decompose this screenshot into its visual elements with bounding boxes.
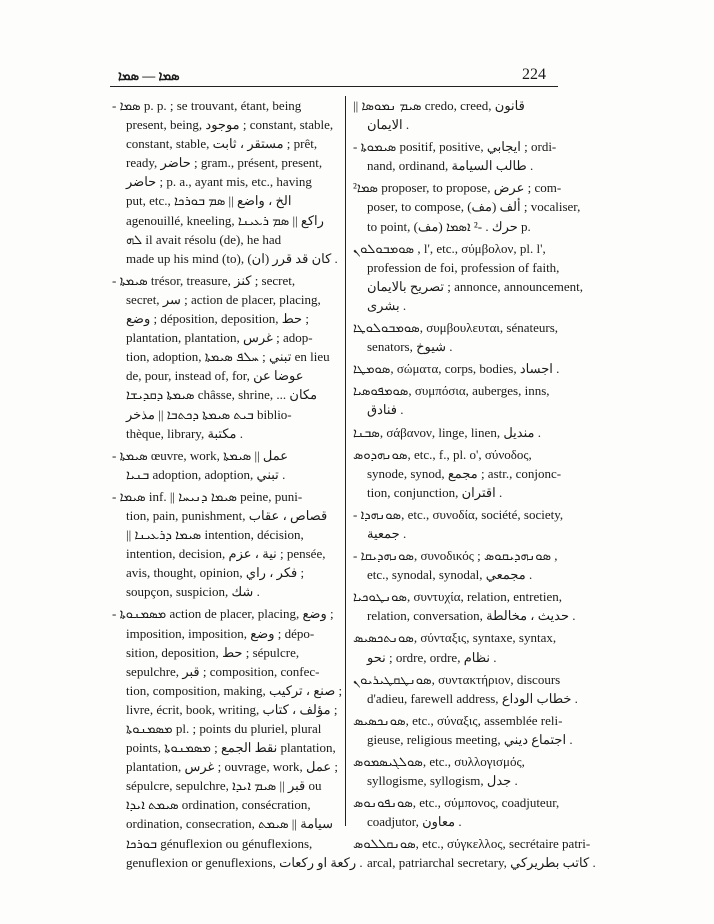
entry-line: ܣܘܢܛܩܛܝܪܝܘܢ, συντακτήριον, discours bbox=[353, 671, 561, 687]
entry-line: ܒܝܬ ܣܝܡܬܐ ܕܟܬܒܐ || مذخر biblio- bbox=[126, 406, 292, 422]
entry-line: plantation, plantation, غرس ; adop- bbox=[126, 330, 313, 346]
entry-line: senators, شيوخ . bbox=[367, 339, 453, 355]
entry-line: genuflexion or genuflexions, ركعة او ركعات . bbox=[126, 854, 363, 870]
entry-line: soupçon, suspicion, شك . bbox=[126, 584, 260, 600]
entry-line: intention, decision, نية ، عزم ; pensée, bbox=[126, 546, 326, 562]
entry-line: ordination, consecration, سيامة || ܣܝܡܬ bbox=[126, 816, 333, 832]
dictionary-entry bbox=[353, 359, 563, 378]
entry-line: ܣܘܢܛܘܟܝܐ, συντυχία, relation, entretien, bbox=[353, 589, 562, 605]
entry-line: thèque, library, مكتبة . bbox=[126, 425, 243, 441]
entry-line: avis, thought, opinion, فكر ، راي ; bbox=[126, 565, 305, 581]
dictionary-entry bbox=[353, 670, 578, 708]
entry-line: - ܣܘܢܗܕܐ, etc., συνοδία, société, society, bbox=[353, 506, 564, 522]
entry-line: ܣܘܢܗܕܘܣ, etc., f., pl. o', σύνοδος, bbox=[353, 446, 532, 462]
entry-line: profession de foi, profession of faith, bbox=[367, 259, 560, 275]
dictionary-entry bbox=[353, 587, 576, 625]
entry-line: حاضر ; p. a., ayant mis, etc., having bbox=[126, 174, 312, 190]
entry-line: tion, conjunction, اقتران . bbox=[367, 484, 503, 500]
dictionary-entry bbox=[353, 381, 563, 419]
entry-line: بشرى . bbox=[367, 297, 407, 313]
dictionary-entry bbox=[112, 487, 336, 602]
dictionary-entry bbox=[112, 604, 363, 871]
entry-line: d'adieu, farewell address, خطاب الوداع . bbox=[367, 690, 578, 706]
entry-line: imposition, imposition, وضع ; dépo- bbox=[126, 625, 315, 641]
entry-line: - ܣܘܢܗܕܝܩܐ, συνοδικός ; ܣܘܢܗܕܝܩܘܣ , bbox=[353, 548, 558, 564]
entry-line: secret, سر ; action de placer, placing, bbox=[126, 291, 321, 307]
dictionary-entry bbox=[353, 239, 583, 315]
dictionary-entry bbox=[353, 318, 563, 356]
entry-line: livre, écrit, book, writing, مؤلف ، كتاب ; bbox=[126, 701, 338, 717]
entry-line: plantation, غرس ; ouvrage, work, عمل ; bbox=[126, 759, 339, 775]
entry-line: ܣܘܢܩܠܠܘܣ, etc., σύγκελλος, secrétaire patri- bbox=[353, 836, 591, 852]
dictionary-entry bbox=[112, 96, 336, 268]
entry-line: ܒܢܝܐ adoption, adoption, تبني . bbox=[126, 466, 286, 482]
entry-line: تصريح بالايمان ; annonce, announcement, bbox=[367, 278, 583, 294]
entry-line: to point, (مف) حرك . -² ܐܣܡܐ p. bbox=[367, 218, 531, 234]
entry-line: - ܡܣܡܢܘܬܐ action de placer, placing, وضع ; bbox=[112, 606, 334, 622]
entry-line: nand, ordinand, طالب السيامة . bbox=[367, 158, 534, 174]
entry-line: ܣܒܢܐ, σάβανον, linge, linen, منديل . bbox=[353, 424, 542, 440]
entry-line: ready, حاضر ; gram., présent, present, bbox=[126, 155, 323, 171]
dictionary-entry bbox=[353, 752, 563, 790]
entry-line: ܡܣܡܢܘܬܐ pl. ; points du pluriel, plural bbox=[126, 721, 322, 736]
running-head: ܣܡܐ — ܣܡܐ bbox=[118, 68, 180, 83]
entry-line: - ܣܝܡܐ inf. || ܣܝܡܐ ܕܢܝܚܐ peine, puni- bbox=[112, 488, 303, 504]
entry-line: sition, deposition, حط ; sépulcre, bbox=[126, 644, 300, 660]
dictionary-entry bbox=[353, 711, 573, 749]
entry-line: ܣܝܡܬܐ ܕܩܕܝܫܐ châsse, shrine, ... مكان bbox=[126, 387, 318, 403]
entry-line: || ܣܝܡ ܢܡܘܣܐ credo, creed, قانون bbox=[353, 98, 525, 113]
entry-line: arcal, patriarchal secretary, كاتب بطريركي . bbox=[367, 855, 596, 871]
entry-line: coadjutor, معاون . bbox=[367, 814, 462, 830]
entry-line: ܠܗ il avait résolu (de), he had bbox=[126, 231, 282, 247]
entry-line: ܣܘܢܦܘܢܘܣ, etc., σύμπονος, coadjuteur, bbox=[353, 795, 560, 811]
entry-line: poser, to compose, (مف) ألف ; vocaliser, bbox=[367, 199, 581, 215]
entry-line: put, etc., الخ ، واضع || ܣܡ ܒܘܪܟܐ bbox=[126, 193, 292, 209]
entry-line: - ܣܝܡܬܐ trésor, treasure, كنز ; secret, bbox=[112, 272, 296, 288]
entry-line: نحو ; ordre, ordre, نظام . bbox=[367, 649, 497, 665]
entry-line: constant, stable, مستقر ، ثابت ; prêt, bbox=[126, 136, 318, 152]
dictionary-entry bbox=[353, 96, 563, 134]
dictionary-entry bbox=[353, 793, 563, 831]
entry-line: || ܣܝܡܐ ܕܪܥܝܢܐ intention, décision, bbox=[126, 527, 304, 543]
dictionary-entry bbox=[353, 137, 563, 175]
header-rule bbox=[110, 86, 558, 87]
entry-line: - ܣܝܡܬܐ œuvre, work, عمل || ܣܝܡܬܐ bbox=[112, 447, 289, 463]
dictionary-entry bbox=[353, 445, 563, 502]
entry-line: ܣܘܡܛܐ, σώματα, corps, bodies, اجساد . bbox=[353, 361, 560, 377]
right-column bbox=[353, 96, 596, 876]
entry-line: الايمان . bbox=[367, 117, 410, 133]
entry-line: sepulchre, قبر ; composition, confec- bbox=[126, 663, 320, 679]
entry-line: ܣܝܡܬ ܐܝܕܐ ordination, consécration, bbox=[126, 797, 311, 813]
entry-line: sépulcre, sepulchre, قبر || ܣܝܡ ܐܝܕܐ ou bbox=[126, 778, 322, 794]
entry-line: ܣܘܠܓܝܣܡܘܣ, etc., συλλογισμός, bbox=[353, 754, 525, 769]
entry-line: points, نقط الجمع ; ܡܣܡܢܘܬܐ plantation, bbox=[126, 740, 336, 756]
entry-line: ܒܘܪܟܐ génuflexion ou génuflexions, bbox=[126, 835, 313, 851]
entry-line: syllogisme, syllogism, جدل . bbox=[367, 773, 518, 789]
entry-line: فنادق . bbox=[367, 402, 404, 418]
entry-line: present, being, موجود ; constant, stable, bbox=[126, 117, 334, 133]
entry-line: ܣܘܢܟܣܝܣ, etc., σύναξις, assemblée reli- bbox=[353, 712, 563, 728]
entry-line: relation, conversation, حديث ، مخالطة . bbox=[367, 608, 576, 624]
entry-line: ܣܘܡܒܘܠܘܛܐ, συμβουλευται, sénateurs, bbox=[353, 320, 559, 336]
dictionary-entry bbox=[353, 423, 563, 442]
entry-line: tion, adoption, تبني ; ܚܠܦ ܣܝܡܬܐ en lieu bbox=[126, 349, 330, 365]
entry-line: - ܣܝܡܘܬܐ positif, positive, ايجابي ; ordi- bbox=[353, 139, 557, 155]
entry-line: made up his mind (to), كان قد قرر (ان) . bbox=[126, 250, 338, 266]
entry-line: ܣܘܢܬܟܣܝܣ, σύνταξις, syntaxe, syntax, bbox=[353, 630, 557, 646]
entry-line: tion, pain, punishment, قصاص ، عقاب bbox=[126, 507, 328, 523]
entry-line: de, pour, instead of, for, عوضا عن bbox=[126, 368, 304, 384]
entry-line: agenouillé, kneeling, راكع || ܣܡ ܪܥܝܢܐ bbox=[126, 212, 324, 228]
entry-line: ܣܘܡܦܘܣܝܐ, συμπόσια, auberges, inns, bbox=[353, 383, 550, 399]
entry-line: tion, composition, making, صنع ، تركيب ; bbox=[126, 682, 343, 698]
entry-line: etc., synodal, synodal, مجمعي . bbox=[367, 567, 533, 583]
entry-line: ܣܡܐ² proposer, to propose, عرض ; com- bbox=[353, 180, 562, 196]
entry-line: ܣܘܡܒܘܠܘܢ , l', etc., σύμβολον, pl. l', bbox=[353, 240, 546, 256]
entry-line: gieuse, religious meeting, اجتماع ديني . bbox=[367, 731, 573, 747]
dictionary-entry bbox=[353, 505, 563, 543]
dictionary-entry bbox=[112, 271, 336, 443]
entry-line: جمعية . bbox=[367, 525, 407, 541]
dictionary-entry bbox=[353, 834, 596, 872]
dictionary-entry bbox=[353, 178, 581, 235]
dictionary-entry bbox=[112, 446, 336, 484]
left-column bbox=[112, 96, 363, 875]
entry-line: وضع ; déposition, deposition, حط ; bbox=[126, 311, 309, 327]
entry-line: - ܣܡܐ p. p. ; se trouvant, étant, being bbox=[112, 98, 302, 113]
dictionary-entry bbox=[353, 628, 563, 666]
entry-line: synode, synod, مجمع ; astr., conjonc- bbox=[367, 465, 562, 481]
column-divider bbox=[345, 96, 346, 826]
page-number: 224 bbox=[522, 66, 546, 83]
dictionary-entry bbox=[353, 546, 563, 584]
